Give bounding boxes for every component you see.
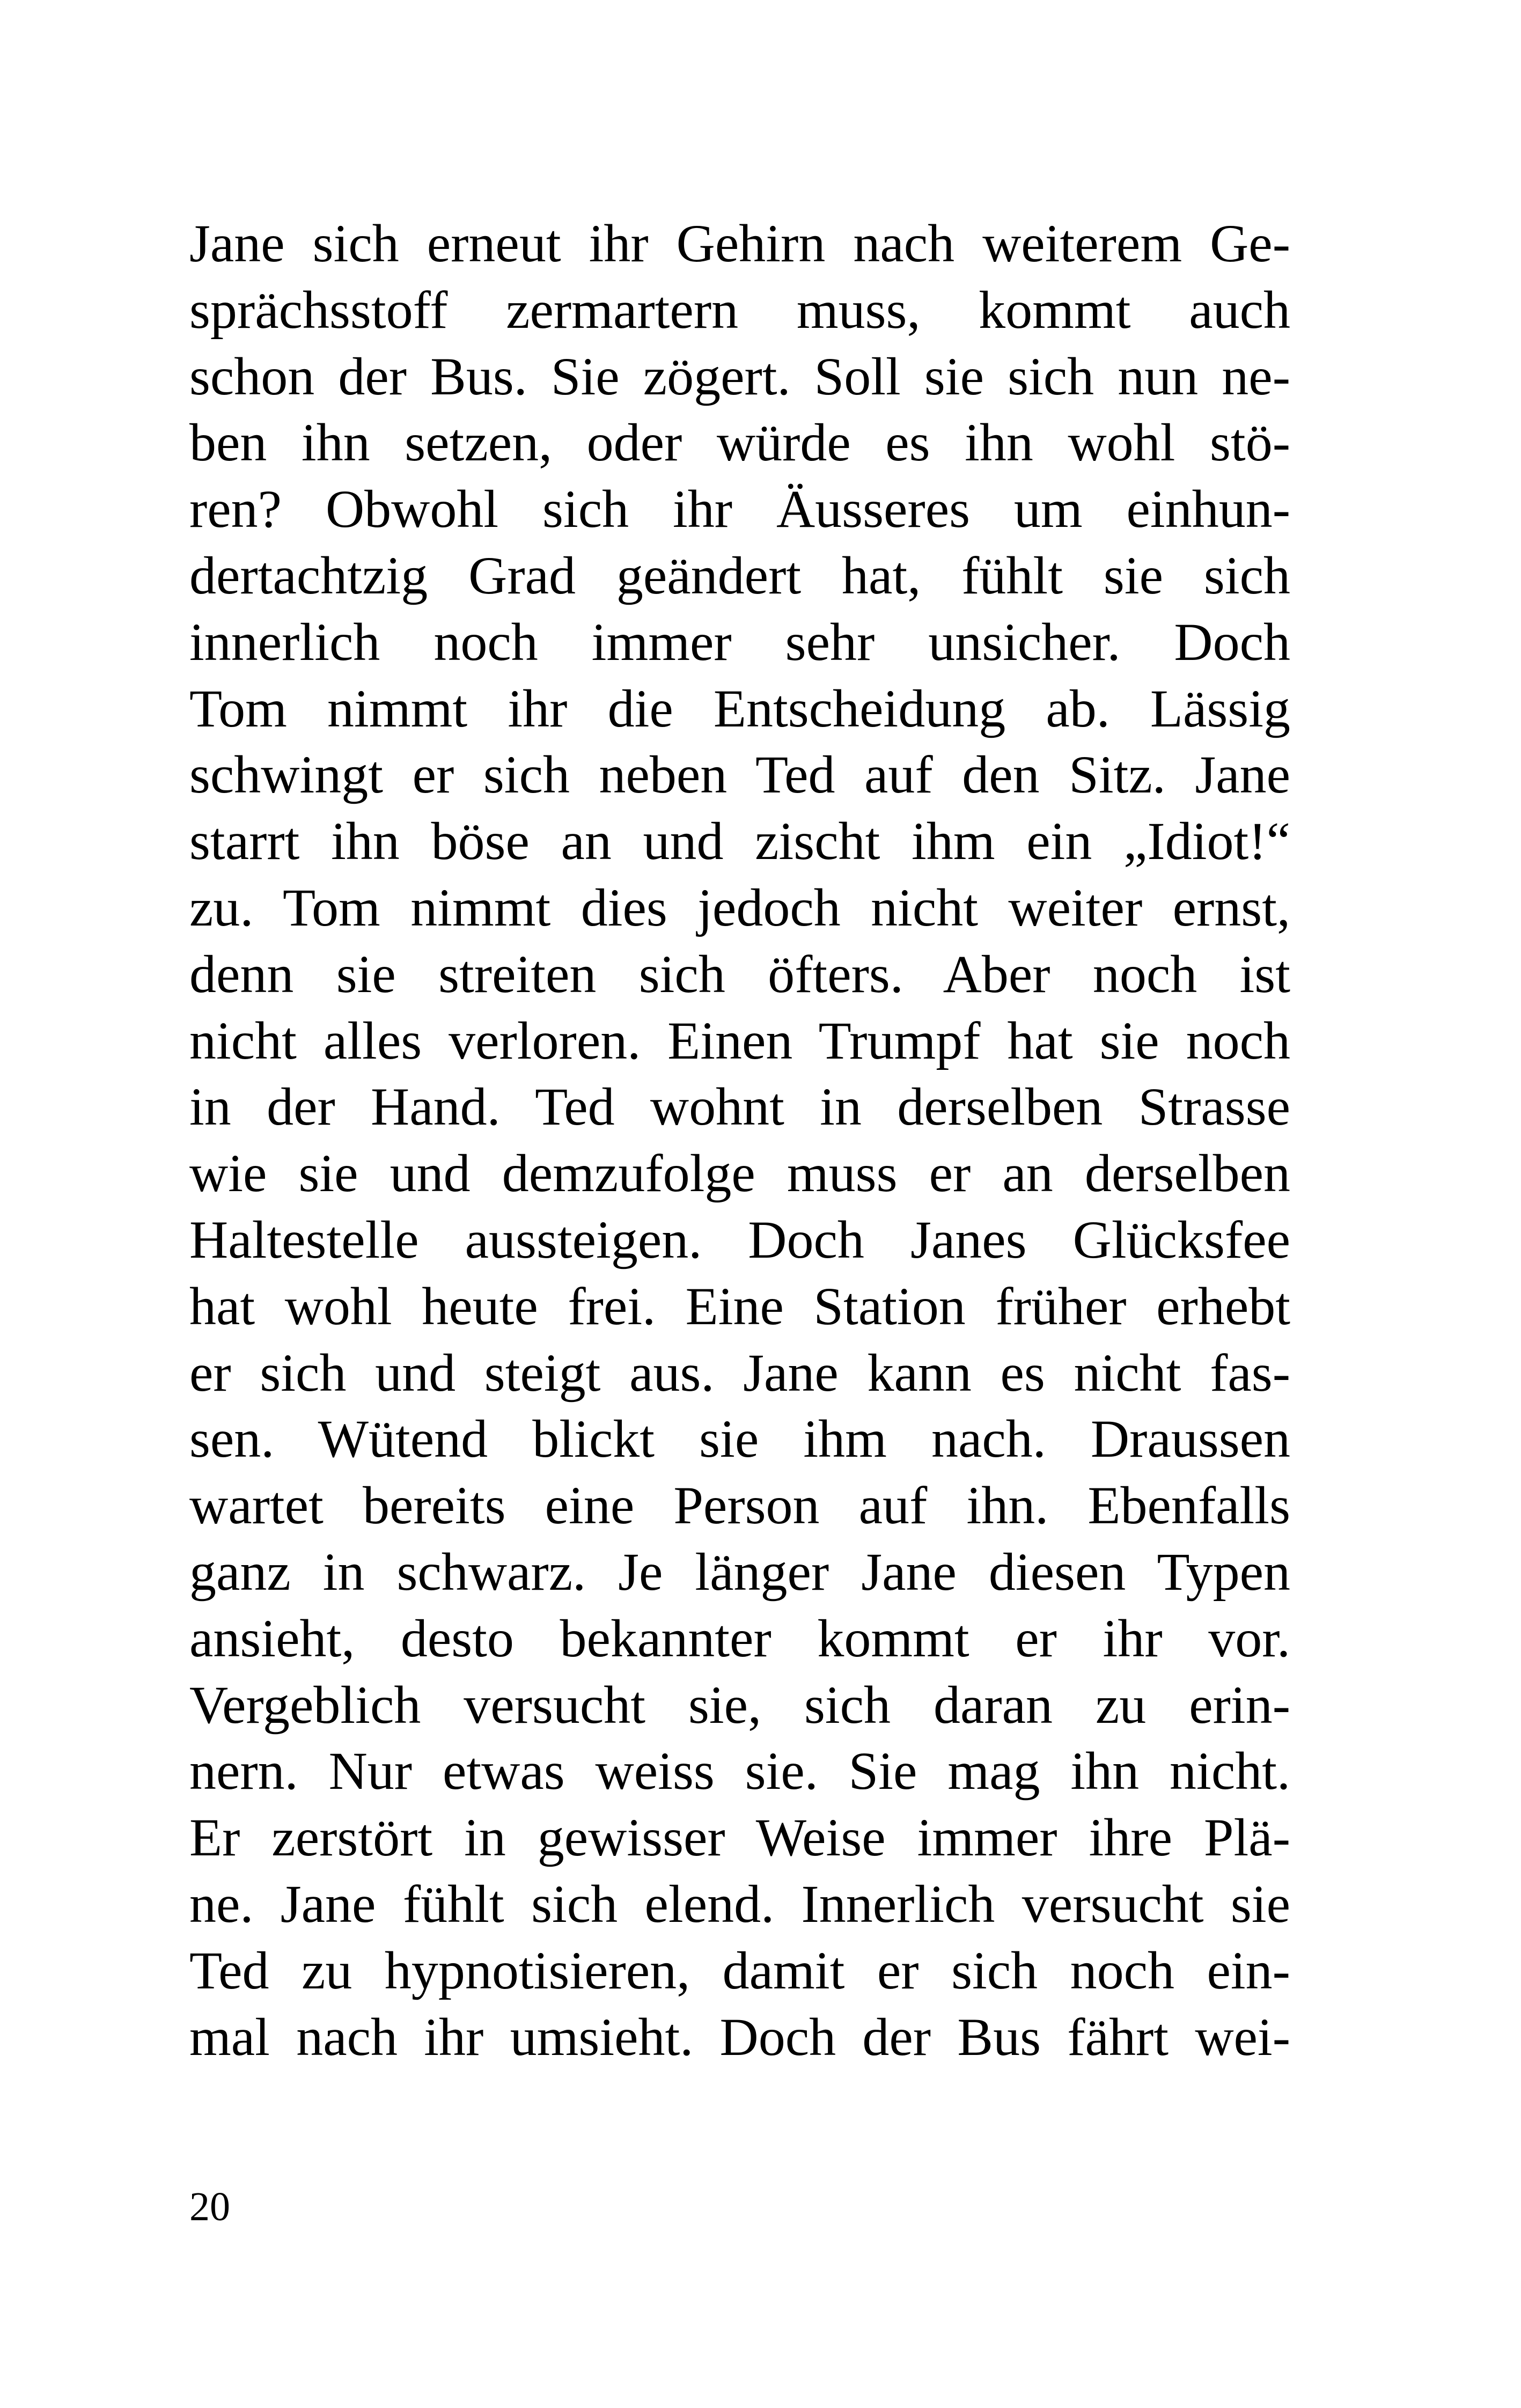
text-line: hat wohl heute frei. Eine Station früher erhebt [189, 1276, 1290, 1336]
text-line: Er zerstört in gewisser Weise immer ihre Plä- [189, 1808, 1290, 1868]
text-line: sen. Wütend blickt sie ihm nach. Draussen [189, 1409, 1290, 1469]
text-line: starrt ihn böse an und zischt ihm ein „Idiot!“ [189, 811, 1290, 871]
text-line: zu. Tom nimmt dies jedoch nicht weiter ernst, [189, 877, 1290, 937]
body-text [189, 210, 1290, 2070]
text-line: innerlich noch immer sehr unsicher. Doch [189, 612, 1290, 672]
text-line: Jane sich erneut ihr Gehirn nach weiterem Ge- [189, 214, 1290, 273]
text-line: Ted zu hypnotisieren, damit er sich noch ein- [189, 1940, 1290, 2000]
text-line: Tom nimmt ihr die Entscheidung ab. Lässig [189, 678, 1290, 738]
text-line: schwingt er sich neben Ted auf den Sitz. Jane [189, 745, 1290, 805]
text-line: nern. Nur etwas weiss sie. Sie mag ihn nicht. [189, 1741, 1290, 1801]
text-line: denn sie streiten sich öfters. Aber noch ist [189, 944, 1290, 1004]
text-line: ren? Obwohl sich ihr Äusseres um einhun- [189, 479, 1290, 539]
text-line: schon der Bus. Sie zögert. Soll sie sich nun ne- [189, 346, 1290, 406]
text-line: wie sie und demzufolge muss er an derselben [189, 1143, 1290, 1203]
text-line: ne. Jane fühlt sich elend. Innerlich versucht sie [189, 1874, 1290, 1934]
text-line: nicht alles verloren. Einen Trumpf hat sie noch [189, 1010, 1290, 1070]
text-line: wartet bereits eine Person auf ihn. Ebenfalls [189, 1475, 1290, 1536]
text-line: ben ihn setzen, oder würde es ihn wohl stö- [189, 413, 1290, 473]
text-line: Vergeblich versucht sie, sich daran zu erin- [189, 1675, 1290, 1735]
text-line: mal nach ihr umsieht. Doch der Bus fährt wei- [189, 2007, 1290, 2067]
text-line: in der Hand. Ted wohnt in derselben Strasse [189, 1077, 1290, 1137]
text-line: sprächsstoff zermartern muss, kommt auch [189, 280, 1290, 340]
text-line: dertachtzig Grad geändert hat, fühlt sie sich [189, 545, 1290, 605]
page-number: 20 [189, 2184, 230, 2229]
text-line: ganz in schwarz. Je länger Jane diesen Typen [189, 1541, 1290, 1602]
text-line: Haltestelle aussteigen. Doch Janes Glücksfee [189, 1209, 1290, 1269]
text-line: ansieht, desto bekannter kommt er ihr vor. [189, 1608, 1290, 1668]
text-line: er sich und steigt aus. Jane kann es nicht fas- [189, 1342, 1290, 1403]
